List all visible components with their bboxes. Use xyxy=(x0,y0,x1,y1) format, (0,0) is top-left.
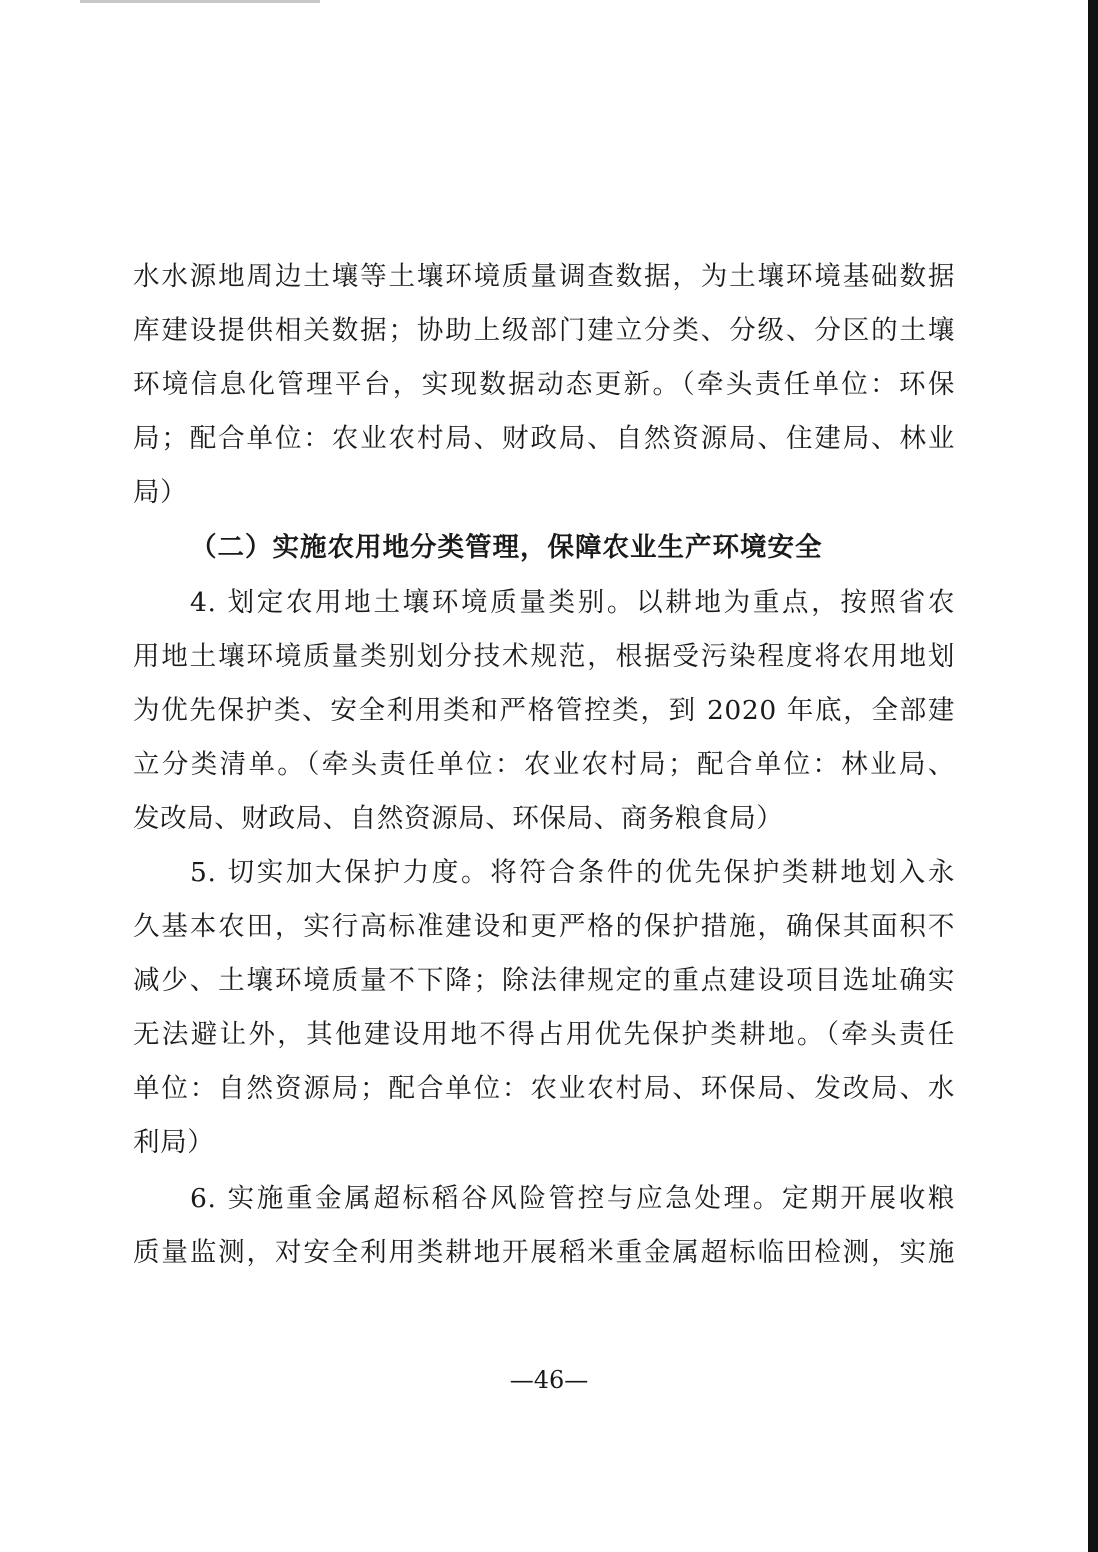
body-line: 4. 划定农用地土壤环境质量类别。以耕地为重点，按照省农 xyxy=(190,587,955,618)
body-line: 立分类清单。（牵头责任单位：农业农村局；配合单位：林业局、 xyxy=(133,749,955,780)
body-line: 为优先保护类、安全利用类和严格管控类，到 2020 年底，全部建 xyxy=(133,695,955,726)
body-line: 质量监测，对安全利用类耕地开展稻米重金属超标临田检测，实施 xyxy=(133,1237,955,1268)
body-line: 5. 切实加大保护力度。将符合条件的优先保护类耕地划入永 xyxy=(190,857,955,888)
body-line: 环境信息化管理平台，实现数据动态更新。（牵头责任单位：环保 xyxy=(133,369,955,400)
body-line: 单位：自然资源局；配合单位：农业农村局、环保局、发改局、水 xyxy=(133,1073,955,1104)
body-line: 用地土壤环境质量类别划分技术规范，根据受污染程度将农用地划 xyxy=(133,641,955,672)
body-line: 久基本农田，实行高标准建设和更严格的保护措施，确保其面积不 xyxy=(133,911,955,942)
page-number: —46— xyxy=(509,1366,589,1394)
body-line: 利局） xyxy=(133,1127,215,1158)
body-line: 无法避让外，其他建设用地不得占用优先保护类耕地。（牵头责任 xyxy=(133,1019,955,1050)
scan-edge-right xyxy=(1088,0,1098,1552)
section-heading: （二）实施农用地分类管理，保障农业生产环境安全 xyxy=(190,532,823,563)
body-line: 减少、土壤环境质量不下降；除法律规定的重点建设项目选址确实 xyxy=(133,965,955,996)
body-line: 水水源地周边土壤等土壤环境质量调查数据，为土壤环境基础数据 xyxy=(133,261,955,292)
body-line: 库建设提供相关数据；协助上级部门建立分类、分级、分区的土壤 xyxy=(133,315,955,346)
body-line: 6. 实施重金属超标稻谷风险管控与应急处理。定期开展收粮 xyxy=(190,1183,955,1214)
body-line: 局） xyxy=(133,477,188,508)
scan-edge-top xyxy=(80,0,320,3)
body-line: 局；配合单位：农业农村局、财政局、自然资源局、住建局、林业 xyxy=(133,423,955,454)
body-line: 发改局、财政局、自然资源局、环保局、商务粮食局） xyxy=(133,803,784,834)
